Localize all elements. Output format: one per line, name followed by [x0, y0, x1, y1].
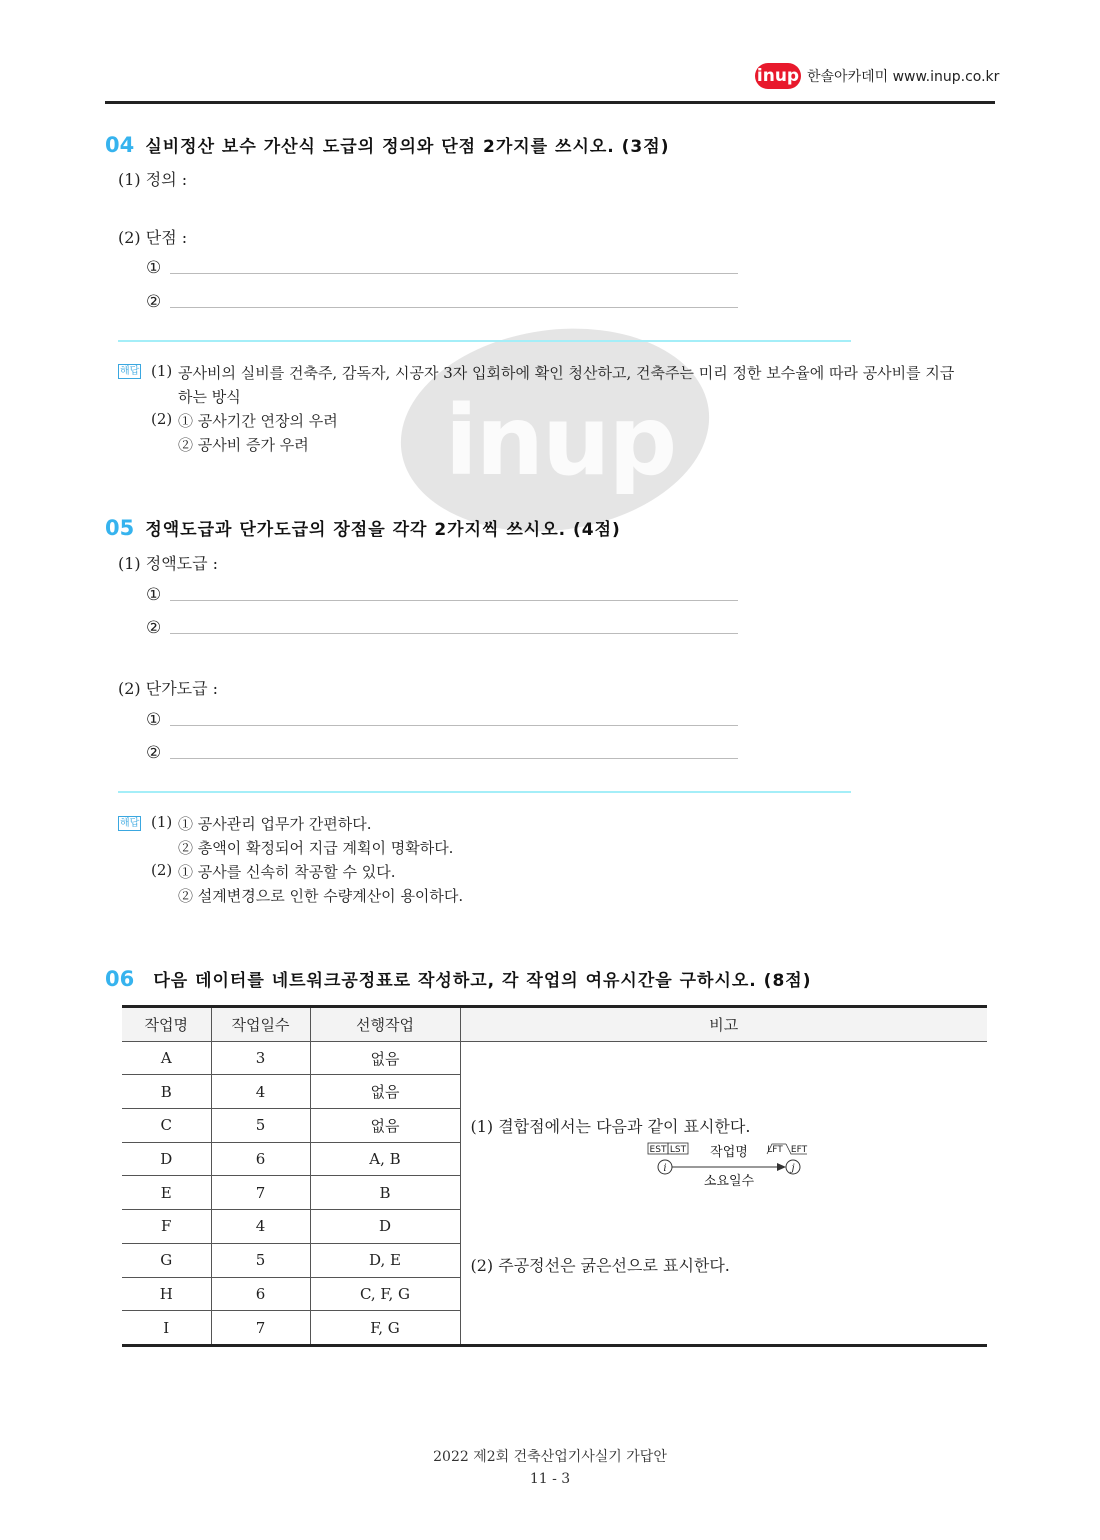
q05-part2-label: (2) 단가도급 :: [118, 679, 219, 698]
col-header-activity: 작업명: [122, 1007, 211, 1042]
q05-p1-mark-2: ②: [146, 618, 162, 638]
q04-mark-1: ①: [146, 258, 162, 278]
inup-logo: inup: [755, 63, 801, 89]
cell-duration: 4: [211, 1075, 310, 1109]
table-header-row: [122, 1007, 987, 1042]
cell-predecessor: 없음: [310, 1109, 460, 1143]
footer-title: 2022 제2회 건축산업기사실기 가답안: [433, 1449, 667, 1465]
cell-duration: 6: [211, 1277, 310, 1311]
question-06: [105, 966, 811, 991]
q04-part2-label: (2) 단점 :: [118, 228, 188, 247]
q04-answer-line-2[interactable]: [170, 307, 738, 308]
node-notation-diagram: [641, 1140, 811, 1190]
diagram-lst: LST: [669, 1144, 686, 1155]
question-number: 05: [105, 516, 135, 540]
q05-p1-answer-line-1[interactable]: [170, 600, 738, 601]
q04-mark-2: ②: [146, 292, 162, 312]
q04-part1-label: (1) 정의 :: [118, 170, 188, 189]
separator: [118, 340, 851, 342]
cell-activity: G: [122, 1243, 211, 1277]
q04-ans-p2-item-1: ① 공사기간 연장의 우려: [178, 412, 338, 430]
diagram-duration: 소요일수: [703, 1173, 754, 1189]
col-header-predecessor: 선행작업: [310, 1007, 460, 1042]
cell-activity: B: [122, 1075, 211, 1109]
col-header-remarks: 비고: [460, 1007, 987, 1042]
q04-ans-p1-line1: 공사비의 실비를 건축주, 감독자, 시공자 3자 입회하에 확인 청산하고, 건축주는 미리 정한 보수율에 따라 공사비를 지급: [178, 364, 955, 382]
q04-ans-p2-num: (2): [151, 410, 173, 428]
q05-p2-mark-2: ②: [146, 743, 162, 763]
diagram-eft: EFT: [790, 1144, 807, 1155]
q05-ans-p2-item-1: ① 공사를 신속히 착공할 수 있다.: [178, 863, 396, 881]
question-number: 04: [105, 133, 135, 157]
answer-badge: 해답: [120, 818, 140, 829]
separator: [118, 791, 851, 793]
cell-duration: 5: [211, 1109, 310, 1143]
question-title: 정액도급과 단가도급의 장점을 각각 2가지씩 쓰시오. (4점): [145, 520, 621, 540]
q05-p2-answer-line-1[interactable]: [170, 725, 738, 726]
diagram-activity-name: 작업명: [709, 1144, 748, 1160]
remarks-cell: [460, 1041, 987, 1345]
question-title: 다음 데이터를 네트워크공정표로 작성하고, 각 작업의 여유시간을 구하시오. (8점): [153, 971, 812, 991]
q05-p2-answer-line-2[interactable]: [170, 758, 738, 759]
cell-predecessor: 없음: [310, 1075, 460, 1109]
question-05: [105, 515, 621, 540]
watermark-text: inup: [444, 385, 676, 497]
activity-table: [122, 1005, 987, 1347]
cell-activity: I: [122, 1311, 211, 1346]
header-rule: [105, 101, 995, 104]
answer-badge: 해답: [120, 366, 140, 377]
cell-predecessor: F, G: [310, 1311, 460, 1346]
cell-predecessor: A, B: [310, 1142, 460, 1176]
remark-1: (1) 결합점에서는 다음과 같이 표시한다.: [470, 1116, 751, 1136]
col-header-duration: 작업일수: [211, 1007, 310, 1042]
diagram-est: EST: [649, 1144, 666, 1155]
q05-p1-mark-1: ①: [146, 585, 162, 605]
brand-text: 한솔아카데미 www.inup.co.kr: [807, 69, 1000, 85]
diagram-lft: LFT: [766, 1144, 783, 1155]
q05-ans-p1-item-2: ② 총액이 확정되어 지급 계획이 명확하다.: [178, 839, 454, 857]
cell-duration: 5: [211, 1243, 310, 1277]
q05-p1-answer-line-2[interactable]: [170, 633, 738, 634]
q05-ans-p2-item-2: ② 설계변경으로 인한 수량계산이 용이하다.: [178, 887, 464, 905]
question-title: 실비정산 보수 가산식 도급의 정의와 단점 2가지를 쓰시오. (3점): [145, 137, 670, 157]
cell-predecessor: B: [310, 1176, 460, 1210]
question-04: [105, 132, 669, 157]
diagram-node-i: i: [662, 1162, 667, 1174]
q05-p2-mark-1: ①: [146, 710, 162, 730]
cell-predecessor: D, E: [310, 1243, 460, 1277]
cell-activity: F: [122, 1210, 211, 1244]
cell-activity: D: [122, 1142, 211, 1176]
table-row: [122, 1041, 987, 1075]
cell-duration: 3: [211, 1041, 310, 1075]
cell-predecessor: 없음: [310, 1041, 460, 1075]
question-number: 06: [105, 967, 135, 991]
cell-activity: H: [122, 1277, 211, 1311]
q05-ans-p1-item-1: ① 공사관리 업무가 간편하다.: [178, 815, 372, 833]
q04-ans-p1-line2: 하는 방식: [178, 388, 241, 406]
page-number: 11 - 3: [529, 1471, 571, 1487]
cell-duration: 6: [211, 1142, 310, 1176]
remark-2: (2) 주공정선은 굵은선으로 표시한다.: [470, 1255, 730, 1275]
q05-ans-p1-num: (1): [151, 813, 173, 831]
cell-duration: 4: [211, 1210, 310, 1244]
cell-activity: A: [122, 1041, 211, 1075]
q04-ans-p1-num: (1): [151, 362, 173, 380]
cell-duration: 7: [211, 1176, 310, 1210]
q05-ans-p2-num: (2): [151, 861, 173, 879]
cell-activity: C: [122, 1109, 211, 1143]
q04-answer-line-1[interactable]: [170, 273, 738, 274]
cell-predecessor: D: [310, 1210, 460, 1244]
cell-activity: E: [122, 1176, 211, 1210]
cell-predecessor: C, F, G: [310, 1277, 460, 1311]
cell-duration: 7: [211, 1311, 310, 1346]
q05-part1-label: (1) 정액도급 :: [118, 554, 219, 573]
diagram-node-j: j: [790, 1162, 795, 1174]
q04-ans-p2-item-2: ② 공사비 증가 우려: [178, 436, 309, 454]
